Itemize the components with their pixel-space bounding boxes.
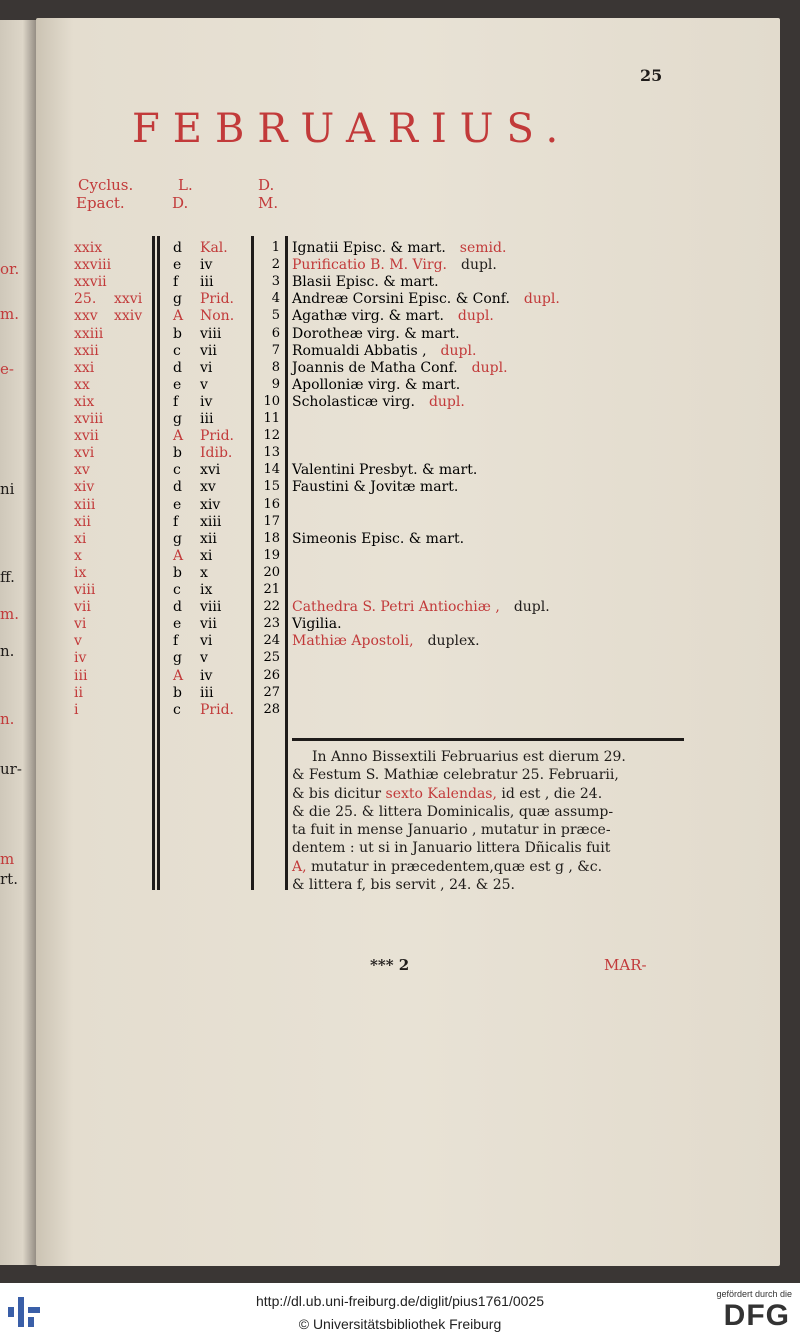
- roman-day: v: [200, 376, 208, 393]
- dominical-letter: d: [173, 479, 182, 496]
- calendar-row: [36, 360, 780, 377]
- dominical-letter: d: [173, 359, 182, 376]
- facing-page-fragment: ff.: [0, 568, 15, 586]
- dominical-letter: A: [173, 308, 184, 325]
- day-of-month: 19: [263, 547, 280, 563]
- dominical-letter: A: [173, 667, 184, 684]
- day-of-month: 5: [271, 308, 280, 324]
- header-d2: D.: [258, 176, 275, 194]
- epact-number: xvi: [74, 445, 95, 462]
- calendar-row: [36, 326, 780, 343]
- day-of-month: 12: [263, 428, 280, 444]
- epact-number: viii: [74, 582, 96, 598]
- roman-day: v: [200, 650, 208, 667]
- calendar-page: [36, 18, 780, 1266]
- calendar-row: [36, 291, 780, 308]
- dominical-letter: b: [173, 445, 182, 462]
- epact-number: xxvii: [74, 274, 107, 291]
- note-line: & littera f, bis servit , 24. & 25.: [292, 877, 515, 894]
- feast-name: Blasii Episc. & mart.: [292, 274, 439, 291]
- calendar-row: [36, 274, 780, 291]
- calendar-row: [36, 599, 780, 616]
- facing-page-fragment: n.: [0, 710, 15, 728]
- dominical-letter: b: [173, 325, 182, 342]
- epact-number: 25.: [74, 291, 97, 308]
- facing-page-fragment: m.: [0, 605, 19, 623]
- day-of-month: 2: [271, 257, 280, 273]
- calendar-row: [36, 565, 780, 582]
- note-line: & bis dicitur sexto Kalendas, id est , die 24.: [292, 785, 603, 802]
- feast-name: Cathedra S. Petri Antiochiæ ,: [292, 599, 500, 616]
- feast-rite: dupl.: [460, 257, 497, 274]
- day-of-month: 24: [263, 633, 280, 649]
- feast-name: Ignatii Episc. & mart.: [292, 240, 446, 256]
- epact-number: iv: [74, 650, 87, 667]
- day-of-month: 28: [263, 701, 280, 717]
- feast-name: Simeonis Episc. & mart.: [292, 530, 465, 547]
- epact-number: x: [74, 547, 82, 564]
- feast-name: Valentini Presbyt. & mart.: [292, 462, 478, 479]
- day-of-month: 9: [271, 376, 280, 392]
- epact-number: v: [74, 633, 82, 650]
- day-of-month: 10: [263, 393, 280, 409]
- facing-page-fragment: ur-: [0, 760, 22, 778]
- note-rule: [292, 738, 684, 741]
- header-cyclus: Cyclus.: [78, 176, 134, 194]
- epact-number: xxiii: [74, 325, 104, 342]
- feast-rite: dupl.: [457, 308, 494, 325]
- header-l: L.: [178, 176, 193, 194]
- feast-name: Apolloniæ virg. & mart.: [292, 376, 461, 393]
- calendar-row: [36, 240, 780, 257]
- note-line: & Festum S. Mathiæ celebratur 25. Februarii,: [292, 767, 619, 784]
- roman-day: vii: [200, 616, 217, 633]
- facing-page-edge: [0, 20, 38, 1265]
- day-of-month: 6: [271, 325, 280, 341]
- calendar-row: [36, 685, 780, 702]
- calendar-row: [36, 445, 780, 462]
- day-of-month: 20: [263, 564, 280, 580]
- note-line: & die 25. & littera Dominicalis, quæ assump-: [292, 803, 614, 820]
- feast-name: Faustini & Jovitæ mart.: [292, 479, 459, 496]
- calendar-row: [36, 308, 780, 325]
- viewer-footer: [0, 1283, 800, 1340]
- permalink[interactable]: http://dl.ub.uni-freiburg.de/diglit/pius1761/0025: [256, 1293, 544, 1309]
- dominical-letter: c: [173, 462, 181, 479]
- roman-day: vii: [200, 342, 217, 359]
- epact-number: xii: [74, 513, 91, 530]
- dominical-letter: g: [173, 291, 182, 308]
- dominical-letter: e: [173, 496, 182, 513]
- roman-day: iii: [200, 684, 214, 701]
- epact-number: ii: [74, 684, 83, 701]
- facing-page-fragment: or.: [0, 260, 20, 278]
- dominical-letter: b: [173, 564, 182, 581]
- roman-day: Prid.: [200, 428, 235, 445]
- feast-rite: duplex.: [427, 633, 480, 650]
- feast-name: Vigilia.: [292, 616, 342, 633]
- calendar-row: [36, 428, 780, 445]
- dominical-letter: f: [173, 633, 179, 650]
- feast-rite: dupl.: [523, 291, 560, 308]
- note-line: In Anno Bissextili Februarius est dierum 29.: [312, 749, 626, 765]
- epact-number: i: [74, 701, 79, 718]
- note-line: ta fuit in mense Januario , mutatur in præce-: [292, 822, 611, 839]
- dominical-letter: e: [173, 376, 182, 393]
- copyright-notice: © Universitätsbibliothek Freiburg: [298, 1316, 502, 1332]
- facing-page-fragment: ni: [0, 480, 15, 498]
- calendar-row: [36, 462, 780, 479]
- epact-number: xv: [74, 462, 90, 479]
- dominical-letter: A: [173, 547, 184, 564]
- feast-rite: dupl.: [513, 599, 550, 616]
- roman-day: Non.: [200, 308, 235, 325]
- facing-page-fragment: n.: [0, 642, 15, 660]
- day-of-month: 22: [263, 599, 280, 615]
- roman-day: iii: [200, 411, 214, 427]
- roman-day: xii: [200, 530, 217, 547]
- roman-day: Kal.: [200, 240, 228, 256]
- calendar-row: [36, 343, 780, 360]
- epact-number: xxix: [74, 240, 103, 256]
- epact-number: xvii: [74, 428, 99, 445]
- dominical-letter: g: [173, 411, 182, 427]
- page-title: FEBRUARIUS.: [132, 106, 572, 152]
- day-of-month: 17: [263, 513, 280, 529]
- roman-day: viii: [200, 599, 222, 616]
- feast-rite: dupl.: [471, 359, 508, 376]
- epact-number: xviii: [74, 411, 104, 427]
- feast-name: Purificatio B. M. Virg.: [292, 257, 447, 274]
- calendar-row: [36, 702, 780, 719]
- dominical-letter: d: [173, 599, 182, 616]
- epact-number: xxii: [74, 342, 99, 359]
- epact-number: xxviii: [74, 257, 112, 274]
- calendar-row: [36, 650, 780, 667]
- dominical-letter: d: [173, 240, 182, 256]
- calendar-row: [36, 479, 780, 496]
- calendar-row: [36, 394, 780, 411]
- dominical-letter: g: [173, 530, 182, 547]
- epact-number: ix: [74, 564, 87, 581]
- dominical-letter: e: [173, 257, 182, 274]
- dominical-letter: c: [173, 342, 181, 359]
- day-of-month: 7: [271, 342, 280, 358]
- roman-day: x: [200, 564, 208, 581]
- epact-number: xxi: [74, 359, 95, 376]
- epact-number: iii: [74, 667, 88, 684]
- roman-day: Prid.: [200, 291, 235, 308]
- roman-day: xv: [200, 479, 216, 496]
- dominical-letter: b: [173, 684, 182, 701]
- calendar-row: [36, 668, 780, 685]
- feast-rite: dupl.: [428, 393, 465, 410]
- facing-page-fragment: m: [0, 850, 15, 868]
- roman-day: vi: [200, 359, 213, 376]
- roman-day: ix: [200, 582, 213, 598]
- day-of-month: 27: [263, 684, 280, 700]
- dominical-letter: g: [173, 650, 182, 667]
- header-d1: D.: [172, 194, 189, 212]
- day-of-month: 16: [263, 496, 280, 512]
- roman-day: xvi: [200, 462, 221, 479]
- calendar-row: [36, 633, 780, 650]
- calendar-row: [36, 377, 780, 394]
- day-of-month: 13: [263, 445, 280, 461]
- dominical-letter: f: [173, 393, 179, 410]
- facing-page-fragment: e-: [0, 360, 14, 378]
- facing-page-fragment: rt.: [0, 870, 18, 888]
- calendar-row: [36, 497, 780, 514]
- epact-number: xxv: [74, 308, 98, 325]
- epact-number-alt: xxiv: [114, 308, 143, 325]
- note-line: A, mutatur in præcedentem,quæ est g , &c.: [292, 858, 603, 875]
- facing-page-fragment: m.: [0, 305, 19, 323]
- page-number: 25: [640, 66, 663, 85]
- header-epact: Epact.: [76, 194, 125, 212]
- roman-day: viii: [200, 325, 222, 342]
- roman-day: iv: [200, 393, 213, 410]
- roman-day: iii: [200, 274, 214, 291]
- day-of-month: 25: [263, 650, 280, 666]
- day-of-month: 14: [263, 462, 280, 478]
- epact-number: vii: [74, 599, 91, 616]
- calendar-row: [36, 514, 780, 531]
- calendar-row: [36, 582, 780, 599]
- epact-number: vi: [74, 616, 87, 633]
- feast-name: Agathæ virg. & mart.: [292, 308, 444, 325]
- feast-name: Joannis de Matha Conf.: [292, 359, 458, 376]
- dominical-letter: e: [173, 616, 182, 633]
- day-of-month: 11: [263, 411, 280, 426]
- dominical-letter: c: [173, 701, 181, 718]
- feast-name: Mathiæ Apostoli,: [292, 633, 414, 650]
- day-of-month: 1: [271, 240, 280, 255]
- roman-day: Prid.: [200, 701, 235, 718]
- calendar-row: [36, 411, 780, 428]
- feast-rite: semid.: [459, 240, 507, 256]
- roman-day: xiv: [200, 496, 221, 513]
- dfg-logo[interactable]: DFG: [723, 1299, 790, 1332]
- funder-caption: gefördert durch die: [716, 1289, 792, 1299]
- day-of-month: 26: [263, 667, 280, 683]
- calendar-row: [36, 616, 780, 633]
- calendar-row: [36, 257, 780, 274]
- feast-rite: dupl.: [440, 342, 477, 359]
- roman-day: xiii: [200, 513, 222, 530]
- dominical-letter: c: [173, 582, 181, 598]
- epact-number: xix: [74, 393, 95, 410]
- roman-day: Idib.: [200, 445, 233, 462]
- feast-name: Dorotheæ virg. & mart.: [292, 325, 460, 342]
- day-of-month: 15: [263, 479, 280, 495]
- day-of-month: 4: [271, 291, 280, 307]
- calendar-row: [36, 548, 780, 565]
- dominical-letter: A: [173, 428, 184, 445]
- dominical-letter: f: [173, 274, 179, 291]
- calendar-row: [36, 531, 780, 548]
- epact-number: xiv: [74, 479, 95, 496]
- dominical-letter: f: [173, 513, 179, 530]
- roman-day: xi: [200, 547, 213, 564]
- day-of-month: 23: [263, 616, 280, 632]
- leap-year-note: [292, 748, 692, 894]
- signature-mark: *** 2: [370, 956, 410, 974]
- day-of-month: 8: [271, 359, 280, 375]
- day-of-month: 3: [271, 274, 280, 290]
- header-m: M.: [258, 194, 279, 212]
- feast-name: Andreæ Corsini Episc. & Conf.: [292, 291, 510, 308]
- feast-name: Scholasticæ virg.: [292, 393, 415, 410]
- epact-number: xi: [74, 530, 87, 547]
- note-line: dentem : ut si in Januario littera Dñicalis fuit: [292, 840, 611, 857]
- epact-number: xx: [74, 376, 90, 393]
- day-of-month: 21: [263, 582, 280, 597]
- epact-number: xiii: [74, 496, 96, 513]
- catchword: MAR-: [604, 956, 647, 974]
- roman-day: iv: [200, 257, 213, 274]
- day-of-month: 18: [263, 530, 280, 546]
- epact-number-alt: xxvi: [114, 291, 143, 308]
- roman-day: vi: [200, 633, 213, 650]
- feast-name: Romualdi Abbatis ,: [292, 342, 427, 359]
- roman-day: iv: [200, 667, 213, 684]
